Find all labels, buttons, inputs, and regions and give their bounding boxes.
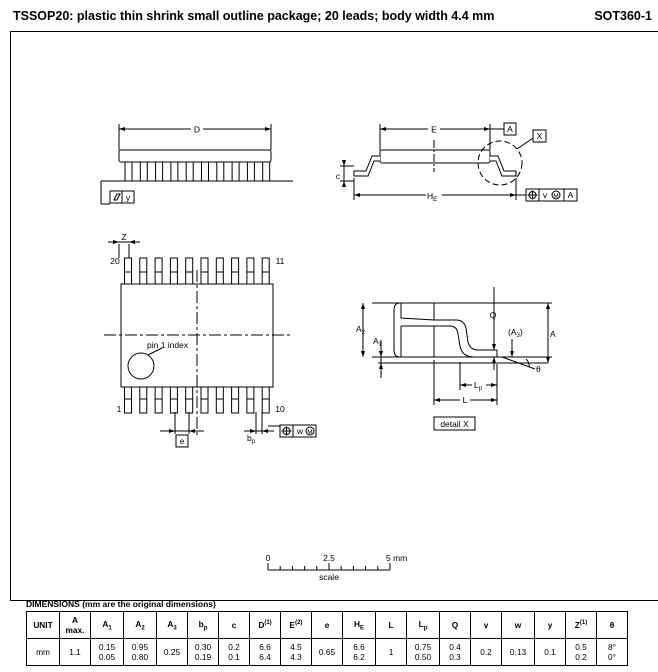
tol-m-label: M [553, 193, 559, 200]
side-view [336, 123, 577, 203]
tol-v-label: v [542, 190, 548, 200]
dim-value-4: 0.25 [157, 639, 188, 666]
dim-header-13: Q [440, 612, 471, 639]
scale-tick-0: 0 [265, 553, 271, 563]
dim-value-15: 0.13 [502, 639, 535, 666]
dimensions-table [26, 611, 628, 666]
dim-bp-label: $b_p$ [247, 433, 256, 445]
lead-profile [394, 303, 497, 357]
dim-header-17: $Z^{(1)}$ [566, 612, 597, 639]
lead [247, 162, 254, 181]
dim-value-7: 6.6 6.4 [250, 639, 281, 666]
pin [232, 387, 239, 413]
dim-value-5: 0.30 0.19 [188, 639, 219, 666]
arrow-left-icon [119, 127, 125, 131]
scale-bar [266, 553, 408, 582]
dim-value-16: 0.1 [535, 639, 566, 666]
lead-row [125, 162, 270, 181]
dim-d-label: D [193, 124, 201, 135]
dim-a1-label: $A_1$ [373, 336, 383, 348]
dim-value-1: 1.1 [60, 639, 91, 666]
pin [125, 258, 132, 284]
lead [217, 162, 224, 181]
lead [232, 162, 239, 181]
dim-value-6: 0.2 0.1 [219, 639, 250, 666]
dim-header-1: A max. [60, 612, 91, 639]
detail-x-ref: X [536, 131, 543, 141]
pin [262, 258, 269, 284]
pin-1-label: 1 [116, 404, 122, 414]
top-view [101, 124, 293, 204]
lead [202, 162, 209, 181]
pin [232, 258, 239, 284]
dim-header-15: w [502, 612, 535, 639]
pin [140, 387, 147, 413]
dim-a2-label: $A_2$ [356, 324, 366, 336]
dim-value-11: 1 [376, 639, 407, 666]
dim-header-0: UNIT [27, 612, 60, 639]
pin [140, 258, 147, 284]
dim-header-7: $D^{(1)}$ [250, 612, 281, 639]
arrow-left-icon [354, 193, 360, 197]
pin [155, 387, 162, 413]
dim-value-0: mm [27, 639, 60, 666]
lead [140, 162, 147, 181]
lead [171, 162, 178, 181]
dim-header-4: $A_3$ [157, 612, 188, 639]
dim-value-13: 0.4 0.3 [440, 639, 471, 666]
dim-header-6: c [219, 612, 250, 639]
lead [263, 162, 270, 181]
pin [262, 387, 269, 413]
dim-a-label: A [550, 329, 556, 339]
dim-value-9: 0.65 [312, 639, 343, 666]
lead [186, 162, 193, 181]
pin-10-label: 10 [275, 404, 285, 414]
pin [155, 258, 162, 284]
dim-he-label: $H_E$ [427, 191, 438, 203]
pin [170, 258, 177, 284]
package-code: SOT360-1 [594, 9, 652, 23]
dim-value-10: 6.6 6.2 [343, 639, 376, 666]
arrow-right-icon [484, 127, 490, 131]
pin [247, 387, 254, 413]
dim-z-label: Z [121, 232, 127, 242]
pin-1-index-label: pin 1 index [147, 340, 189, 350]
pin [170, 387, 177, 413]
dim-a3-label: $(A_3)$ [508, 327, 523, 339]
gull-wing-lead-right [490, 156, 516, 176]
dim-header-12: $L_p$ [407, 612, 440, 639]
dim-header-9: e [312, 612, 343, 639]
pin-view [104, 232, 316, 447]
pin [186, 387, 193, 413]
tol-m2-label: M [307, 429, 313, 436]
pin [186, 258, 193, 284]
dim-header-11: L [376, 612, 407, 639]
gull-wing-lead-left [354, 156, 380, 176]
detail-x-view [356, 287, 556, 430]
dim-header-18: θ [597, 612, 628, 639]
dim-header-5: $b_p$ [188, 612, 219, 639]
flatness-symbol-icon [114, 194, 120, 200]
dim-header-10: $H_E$ [343, 612, 376, 639]
pin [125, 387, 132, 413]
dim-c-label: c [335, 171, 341, 181]
dimensions-header-row [27, 612, 628, 639]
lead [125, 162, 132, 181]
dimensions-title: DIMENSIONS (mm are the original dimensions) [26, 599, 216, 609]
arrow-right-icon [510, 193, 516, 197]
pin-1-index-marker [128, 353, 154, 379]
pin-20-label: 20 [110, 256, 120, 266]
pin-11-label: 11 [275, 256, 285, 266]
scale-label: scale [319, 572, 339, 582]
dim-header-8: $E^{(2)}$ [281, 612, 312, 639]
dim-header-3: $A_2$ [124, 612, 157, 639]
dim-value-12: 0.75 0.50 [407, 639, 440, 666]
tol-a-label: A [567, 190, 574, 200]
dim-value-14: 0.2 [471, 639, 502, 666]
dim-value-2: 0.15 0.05 [91, 639, 124, 666]
dim-q-label: Q [489, 310, 497, 320]
dim-l-label: L [462, 395, 468, 405]
pin [216, 387, 223, 413]
pin [201, 387, 208, 413]
dim-value-3: 0.95 0.80 [124, 639, 157, 666]
detail-caption: detail X [440, 419, 469, 429]
flatness-y: y [125, 192, 131, 203]
dim-value-8: 4.5 4.3 [281, 639, 312, 666]
dim-e-pitch-label: e [179, 436, 185, 446]
pin [201, 258, 208, 284]
dim-header-14: v [471, 612, 502, 639]
dim-value-17: 0.5 0.2 [566, 639, 597, 666]
pin [247, 258, 254, 284]
dim-header-2: $A_1$ [91, 612, 124, 639]
theta-label: θ [536, 364, 541, 374]
datum-a-label: A [507, 124, 513, 134]
dim-header-16: y [535, 612, 566, 639]
package-body-end [380, 150, 490, 163]
scale-tick-2-5: 2.5 [323, 553, 335, 563]
lead [156, 162, 163, 181]
pin [216, 258, 223, 284]
dim-e-label: E [431, 124, 437, 135]
tol-w-label: w [296, 426, 304, 436]
arrow-left-icon [380, 127, 386, 131]
arrow-right-icon [265, 127, 271, 131]
scale-tick-5: 5 mm [386, 553, 408, 563]
dim-lp-label: $L_p$ [474, 380, 483, 392]
package-title: TSSOP20: plastic thin shrink small outline package; 20 leads; body width 4.4 mm [13, 9, 495, 23]
dim-value-18: 8° 0° [597, 639, 628, 666]
dimensions-mm-row [27, 639, 628, 666]
package-body-side [119, 150, 271, 162]
